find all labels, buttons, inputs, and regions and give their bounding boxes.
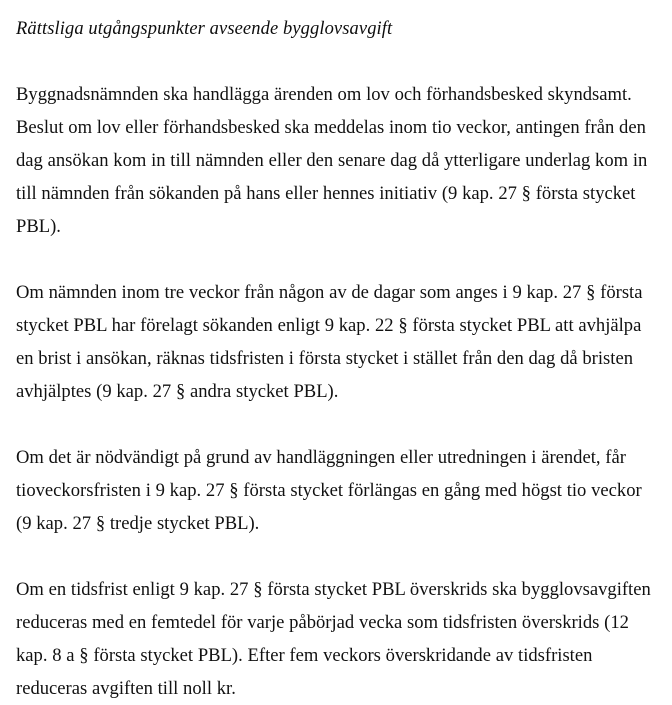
page-title: Rättsliga utgångspunkter avseende bygglovsavgift [16,19,393,39]
paragraph-forelaggande-brist: Om nämnden inom tre veckor från någon av de dagar som anges i 9 kap. 27 § första stycket PBL har förelagt sökanden enligt 9 kap. 22 § första stycket PBL att avhjälpa en brist i ansökan, räknas tidsfristen i första stycket i stället från den dag då bristen avhjälptes (9 kap. 27 § andra stycket PBL). [16,282,643,402]
paragraph-forlangning-tidsfrist: Om det är nödvändigt på grund av handläggningen eller utredningen i ärendet, får tioveckorsfristen i 9 kap. 27 § första stycket förlängas en gång med högst tio veckor (9 kap. 27 § tredje stycket PBL). [16,447,642,534]
paragraph-handlaggningstider: Byggnadsnämnden ska handlägga ärenden om lov och förhandsbesked skyndsamt. Beslut om lov eller förhandsbesked ska meddelas inom tio veckor, antingen från den dag ansökan kom in till nämnden eller den senare dag då ytterligare underlag kom in till nämnden från sökanden på hans eller hennes initiativ (9 kap. 27 § första stycket PBL). [16,84,648,237]
document-body [16,78,658,705]
paragraph-reducering-avgift: Om en tidsfrist enligt 9 kap. 27 § första stycket PBL överskrids ska bygglovsavgiften reduceras med en femtedel för varje påbörjad vecka som tidsfristen överskrids (12 kap. 8 a § första stycket PBL). Efter fem veckors överskridande av tidsfristen reduceras avgiften till noll kr. [16,579,651,699]
